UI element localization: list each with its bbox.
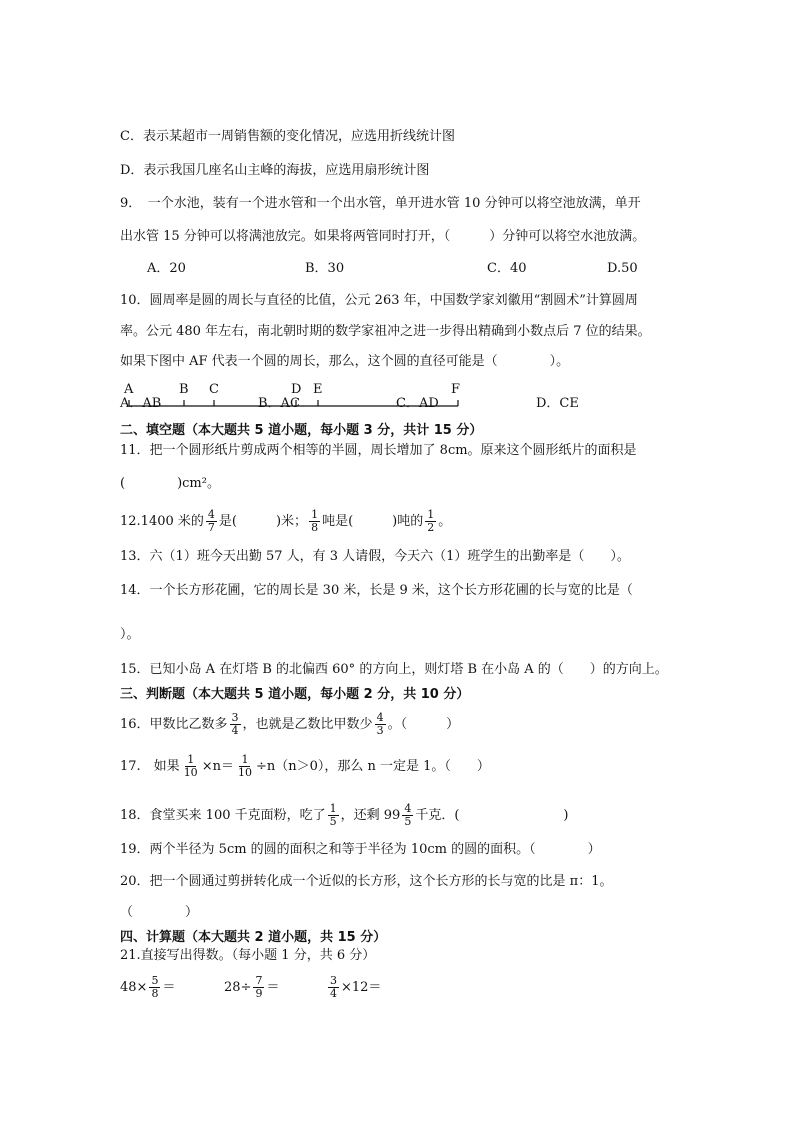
q10-line2: 率。公元 480 年左右，南北朝时期的数学家祖冲之进一步得出精确到小数点后 7 位的结果。 — [120, 324, 651, 339]
q17-fraction-1: $\frac{1}{10}$ — [183, 753, 198, 779]
q17 — [120, 754, 490, 779]
q13: 13．六（1）班今天出勤 57 人，有 3 人请假，今天六（1）班学生的出勤率是（ ）。 — [120, 549, 630, 564]
q10-option-a: A．AB — [120, 396, 162, 411]
q10-option-b: B．AC — [258, 396, 300, 411]
q16-text-a: 16．甲数比乙数多 — [120, 717, 228, 732]
q12-text-c: 吨是( )吨的 — [322, 514, 424, 529]
q10-line1: 10．圆周率是圆的周长与直径的比值，公元 263 年，中国数学家刘徽用“割圆术”计算圆周 — [120, 293, 638, 308]
q21-expr-2: 28÷ $\frac{7}{9}$ ＝ — [224, 974, 280, 1000]
q12-fraction-3: $\frac{1}{2}$ — [427, 508, 435, 534]
q16 — [120, 712, 459, 737]
q11-line1: 11．把一个圆形纸片剪成两个相等的半圆，周长增加了 8cm。原来这个圆形纸片的面积是 — [120, 443, 637, 458]
q12-fraction-1: $\frac{4}{7}$ — [207, 508, 215, 534]
q12-text-b: 是( )米； — [218, 514, 308, 529]
expr2-fraction: $\frac{7}{9}$ — [255, 974, 263, 1000]
q12 — [120, 509, 451, 534]
section3-title: 三、判断题（本大题共 5 道小题，每小题 2 分，共 10 分） — [120, 687, 470, 702]
point-label-a: A — [124, 382, 134, 397]
q12-fraction-2: $\frac{1}{8}$ — [311, 508, 319, 534]
q21-instruction: 21.直接写出得数。（每小题 1 分，共 6 分） — [120, 948, 376, 963]
q10-option-c: C．AD — [396, 396, 439, 411]
q9-option-a: A．20 — [147, 261, 186, 276]
q12-text-a: 12.1400 米的 — [120, 514, 204, 529]
point-label-e: E — [313, 382, 323, 397]
q10-option-d: D．CE — [536, 396, 579, 411]
q9-option-c: C．40 — [487, 261, 527, 276]
q9-option-b: B．30 — [305, 261, 345, 276]
expr3-fraction: $\frac{3}{4}$ — [330, 974, 337, 1000]
q15: 15．已知小岛 A 在灯塔 B 的北偏西 60° 的方向上，则灯塔 B 在小岛 A 的（ ）的方向上。 — [120, 662, 668, 677]
q9-line1: 9． 一个水池，装有一个进水管和一个出水管，单开进水管 10 分钟可以将空池放满，单开 — [120, 196, 641, 211]
q8-option-c: C．表示某超市一周销售额的变化情况，应选用折线统计图 — [120, 129, 455, 144]
q17-text-a: 17. 如果 — [120, 759, 180, 774]
q12-text-d: 。 — [438, 514, 452, 529]
q21-expr-3: $\frac{3}{4}$ ×12＝ — [330, 974, 382, 1000]
q17-fraction-2: $\frac{1}{10}$ — [237, 753, 252, 779]
q18 — [120, 803, 568, 828]
q18-fraction-1: $\frac{1}{5}$ — [329, 802, 337, 828]
q18-text-b: ，还剩 99 — [340, 808, 401, 823]
q16-text-b: ，也就是乙数比甲数少 — [242, 717, 373, 732]
q19: 19．两个半径为 5cm 的圆的面积之和等于半径为 10cm 的圆的面积。（ ） — [120, 842, 601, 857]
q9-option-d: D.50 — [607, 261, 638, 276]
q11-line2: ( )cm²。 — [120, 476, 220, 491]
point-label-d: D — [291, 382, 302, 397]
section2-title: 二、填空题（本大题共 5 道小题，每小题 3 分，共计 15 分） — [120, 423, 483, 438]
q14-line1: 14．一个长方形花圃，它的周长是 30 米，长是 9 米，这个长方形花圃的长与宽的比是（ — [120, 583, 633, 598]
q17-text-c: ÷n（n＞0），那么 n 一定是 1。（ ） — [255, 759, 490, 774]
q9-line2: 出水管 15 分钟可以将满池放完。如果将两管同时打开，（ ）分钟可以将空水池放满。 — [120, 229, 646, 244]
q8-option-d: D．表示我国几座名山主峰的海拔，应选用扇形统计图 — [120, 163, 430, 178]
q16-text-c: 。（ ） — [387, 717, 460, 732]
q18-text-a: 18．食堂买来 100 千克面粉，吃了 — [120, 808, 326, 823]
q18-text-c: 千克．( ) — [415, 808, 569, 823]
q20-line2: （ ） — [120, 905, 199, 920]
q16-fraction-1: $\frac{3}{4}$ — [231, 711, 239, 737]
q14-line2: ）。 — [120, 627, 140, 642]
q16-fraction-2: $\frac{4}{3}$ — [376, 711, 384, 737]
point-label-c: C — [209, 382, 219, 397]
q20-line1: 20．把一个圆通过剪拼转化成一个近似的长方形，这个长方形的长与宽的比是 π：1。 — [120, 874, 613, 889]
q18-fraction-2: $\frac{4}{5}$ — [404, 802, 412, 828]
section4-title: 四、计算题（本大题共 2 道小题，共 15 分） — [120, 930, 387, 945]
expr1-fraction: $\frac{5}{8}$ — [151, 974, 159, 1000]
q10-line3: 如果下图中 AF 代表一个圆的周长，那么，这个圆的直径可能是（ ）。 — [120, 354, 570, 369]
point-label-f: F — [451, 382, 461, 397]
point-label-b: B — [179, 382, 189, 397]
q21-expr-1: 48× $\frac{5}{8}$ ＝ — [120, 974, 176, 1000]
q17-text-b: ×n＝ — [201, 759, 234, 774]
